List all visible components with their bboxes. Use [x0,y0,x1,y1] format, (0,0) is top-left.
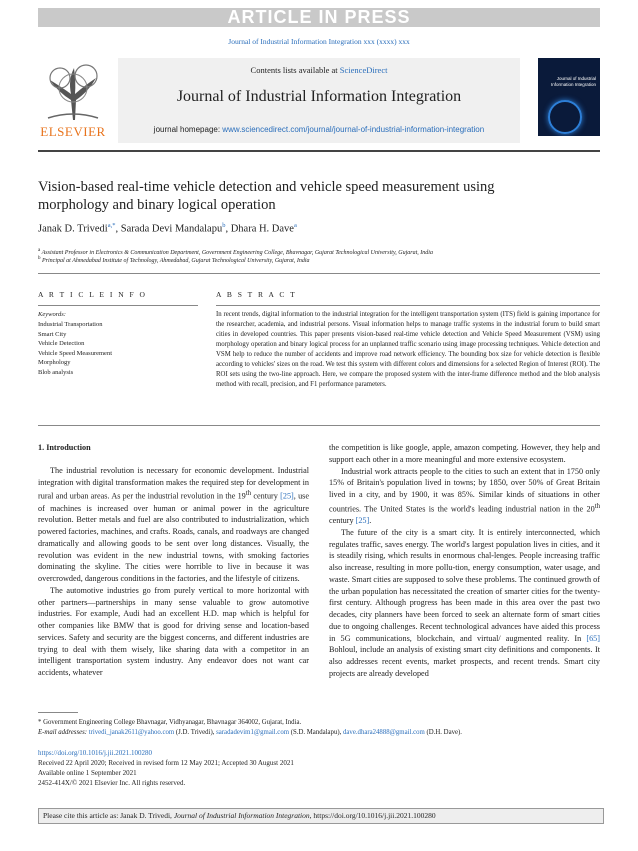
email-label: E-mail addresses: [38,729,89,736]
text-run: Bohloul, include an analysis of existing smart city definitions and components. It also addresses recent events, market prospects, and recent trends. Smart city projects are already developed [329,645,600,678]
abstract-rule [216,305,600,306]
email-link[interactable]: dave.dhara24888@gmail.com [343,729,425,736]
email-owner: (D.H. Dave). [424,729,462,736]
keyword: Vehicle Detection [38,340,85,347]
email-link[interactable]: trivedi_janak2611@yahoo.com [88,729,175,736]
journal-title: Journal of Industrial Information Integration [176,88,462,105]
affiliation-marker: b [38,256,41,261]
text-run: , use of machines is increased over human or animal power in the agriculture revolution. Better metals and fuel are also contributed to industrialization, which powered factories, machines, and crafts. Roads, canals, and roadways are changed dramatically and allowing goods to be sent over long distances. Visually, the revolution was evident in the new industrial towns, with smoking factories dominating the skyline. The cities were horrible to live in because it was overcrowded, dangerous conditions in the factories, and the lifestyle of citizens. [38,491,309,584]
article-in-press-banner: ARTICLE IN PRESS [38,8,600,27]
author-name: Dhara H. Dave [230,223,294,235]
header-divider [38,150,600,152]
text-run: century [251,491,281,501]
paragraph [38,465,309,585]
section-heading: 1. Introduction [38,443,91,452]
affiliation-divider [38,273,600,274]
article-info-rule [38,305,198,306]
citation-link[interactable]: [65] [586,633,600,643]
superscript: th [594,502,600,510]
citation-suffix: , https://doi.org/10.1016/j.jii.2021.100280 [309,811,436,820]
abstract-text: In recent trends, digital information to the industrial integration for the intelligent transportation system (ITS) field is gaining importance for the researcher, academia, and industrial persons. Visual information helps to manage traffic systems in the industrial forum to build smart cities in developed countries. This paper presents vision-based real-time vehicle detection and Vehicle Speed Measurement (VSM) using morphology operation and binary logical process for an unplanned traffic scenario using image processing techniques. Vehicle detection and VSM help to reduce the number of accidents and improve road network efficiency. The bounding box size for vehicle detection is flexible according to vehicles' sizes on the road. We test this system with different colors and dimensions for a selected Region of Interest (ROI). The ROI sets using the two-line approach. Here, we compare the proposed system with the inter-frame difference method and the blob analysis method with recall, precision, and F1 performance parameters. [216,311,600,388]
article-info-heading: A R T I C L E I N F O [38,290,147,299]
citation-link[interactable]: [25] [280,491,294,501]
affiliation [38,248,600,256]
abstract-heading: A B S T R A C T [216,290,297,299]
email-owner: (J.D. Trivedi), [174,729,217,736]
text-run: century [329,516,356,526]
doi-link[interactable]: https://doi.org/10.1016/j.jii.2021.100280 [38,749,153,757]
article-title: Vision-based real-time vehicle detection and vehicle speed measurement using morphology and binary logical operation [38,179,495,213]
homepage-url-link[interactable]: www.sciencedirect.com/journal/journal-of-industrial-information-integration [222,125,485,134]
citation-prefix: Please cite this article as: Janak D. Trivedi, [43,811,174,820]
left-column [38,442,309,679]
footnote-address-text: Government Engineering College Bhavnagar, Vidhyanagar, Bhavnagar 364002, Gujarat, India. [41,719,302,726]
keyword: Morphology [38,359,71,366]
cover-title: Journal of Industrial Information Integration [550,76,596,87]
citation-box [38,808,604,824]
citation-link[interactable]: [25] [355,516,370,526]
footnote-address [38,718,600,728]
available-online: Available online 1 September 2021 [38,769,137,777]
contents-prefix: Contents lists available at [250,65,340,75]
paragraph: The automotive industries go from purely vertical to more horizontal with other partners—partnerships in many sense valuable to grow automotive industries. For example, Audi had an excellent H.D. map which is helpful for other companies like BMW that is good for driving sense and location-based services. Safety and security are the biggest concerns, and different industries are trying to deal with them wisely, like sharing data with a competitor in an intelligent transportation system industry. Any endeavor does not want car accidents, whatever [38,585,309,678]
abstract-divider [38,425,600,426]
affiliation [38,256,600,264]
author-affil-link[interactable]: b [222,222,226,229]
keyword: Blob analysis [38,368,74,376]
elsevier-wordmark: ELSEVIER [40,124,106,139]
keywords-list [38,320,112,377]
email-owner: (S.D. Mandalapu), [289,729,344,736]
author-separator: , [115,223,121,235]
sciencedirect-link[interactable]: ScienceDirect [339,65,388,75]
affiliation-marker: a [38,248,41,253]
paragraph: the competition is like google, apple, amazon competing. However, they help and support each other in a more meaningful and more extensive ecosystem. [329,443,600,464]
footnote-rule [38,712,78,713]
email-link[interactable]: saradadevim1@gmail.com [216,729,290,736]
keyword: Vehicle Speed Measurement [38,349,113,357]
superscript: th [245,490,252,498]
journal-cover-image [538,58,600,136]
text-run: The industrial revolution is necessary for economic development. Industrial integration with digital transformation makes the required step for development in rural and urban areas. As per the industrial revolution in the 19 [38,465,309,501]
cover-graphic [548,100,582,134]
footnote-marker: * [38,719,42,726]
author-affil-link[interactable]: a,* [107,222,116,229]
text-run: . [369,516,372,526]
author-affil-link[interactable]: a [293,222,297,229]
citation-journal: Journal of Industrial Information Integration [173,811,310,820]
affiliation-text: Principal at Ahmedabad Institute of Technology, Ahmedabad, Gujarat Technological University, Gujarat, India [42,258,310,264]
author-name: Sarada Devi Mandalapu [120,223,223,235]
journal-homepage [118,125,520,134]
text-run: The future of the city is a smart city. It is entirely interconnected, which regulates traffic, saves energy. The world's largest population lives in cities, and it is steadily rising, which results in enormous chal-lenges. People increasing traffic also increase, resulting in more pollu-tion, energy consumption, water usage, and waste. Smart cities are supposed to solve these problems. The continued growth of the urban population has necessitated the creation of smarter cities for the twenty-first century. Although progress has been made in this area over the past two decades, city planners have been forced to seek an alternate form of smart cities due to ongoing challenges. Recent technological advances have aided this process in 5G communications, blockchain, and virtual/ augmented reality. In [329,527,600,643]
corresponding-author-footnote [38,718,600,738]
paragraph [329,466,600,527]
received-dates: Received 22 April 2020; Received in revised form 12 May 2021; Accepted 30 August 2021 [38,759,294,767]
footnote-emails [38,728,600,738]
author-list [38,222,297,235]
author-name: Janak D. Trivedi [38,223,108,235]
contents-available [118,65,520,75]
journal-reference-link[interactable]: Journal of Industrial Information Integration xxx (xxxx) xxx [228,37,410,46]
keyword: Industrial Transportation [38,321,103,328]
paragraph [329,527,600,680]
copyright-line: 2452-414X/© 2021 Elsevier Inc. All rights reserved. [38,779,186,787]
author-separator: , [225,223,231,235]
keyword: Smart City [38,330,67,338]
affiliation-text: Assistant Professor in Electronics & Communication Department, Government Engineering College, Bhavnagar, Gujarat Technological University, Gujarat, India [41,250,433,256]
publication-info [38,748,294,788]
keywords-label: Keywords: [38,311,66,318]
text-run: Industrial work attracts people to the cities to such an extent that in 1750 only 15% of Britain's population lived in towns; by 1850, over 50% of Great Britain lived in a city, and by 1900, it was 85%. Similar kinds of situations in other countries. The United States is the world's leading industrial nation in the 20 [329,466,600,514]
homepage-label: journal homepage: [153,125,223,134]
right-column [329,442,600,680]
